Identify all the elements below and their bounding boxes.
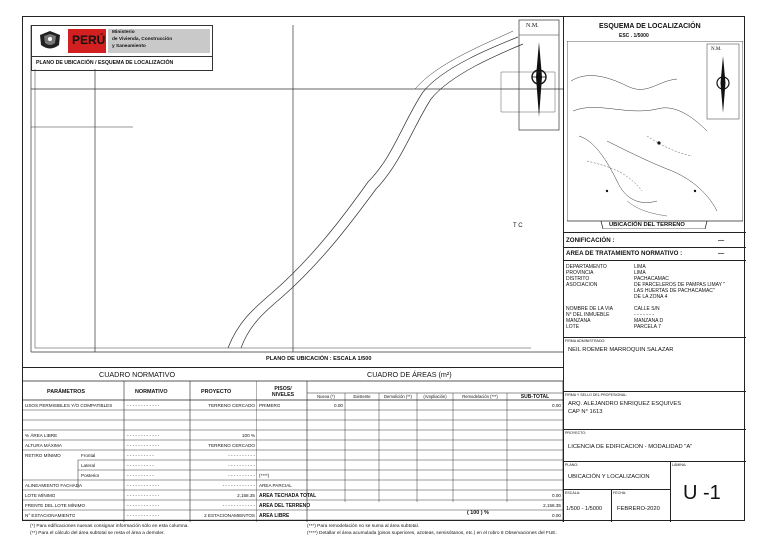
cap-number: CAP N° 1613 [568, 409, 603, 415]
project-value: - - - - - - - - - - [228, 473, 255, 478]
info-key: N° DEL INMUEBLE [566, 312, 610, 318]
normative-value: - - - - - - - - - - - - [127, 503, 160, 508]
normative-value: - - - - - - - - - - - - [127, 513, 160, 518]
areas-column-header: SUB-TOTAL [520, 393, 550, 400]
areas-column-header: Demolición (**) [384, 394, 412, 399]
schematic-scale: ESC . 1/5000 [619, 33, 649, 39]
date-value: FEBRERO-2020 [617, 506, 660, 512]
footnote-4: (****) Detallar el área acumulada (pisos superiores, azoteas, semisótanos, etc.) en el rubro 8 Observaciones del FUE. [307, 531, 557, 536]
info-value: PACHACAMAC [634, 276, 669, 282]
normative-subparameter: Frontal [81, 453, 96, 458]
normative-value: - - - - - - - - - - - - [127, 493, 160, 498]
property-info [566, 264, 744, 334]
project-value: TERRENO CERCADO [208, 403, 255, 408]
schematic-title: ESQUEMA DE LOCALIZACIÓN [599, 23, 701, 30]
sheet-number: U -1 [683, 482, 721, 504]
areas-column-header: (Ampliación) [423, 394, 447, 399]
project-value: - - - - - - - - - - - - [222, 483, 255, 488]
areas-row-label: PRIMERO [259, 403, 281, 408]
areas-new-value: 0.00 [334, 403, 343, 408]
areas-column-header: Existente [353, 394, 371, 399]
areas-subtotal-value: 0.00 [552, 513, 561, 518]
project-value: 2 ESTACIONAMIENTOS [204, 513, 255, 518]
info-value: LIMA [634, 264, 646, 270]
areas-column-header: Remodelación (***) [462, 394, 498, 399]
ministry-line-2: de Vivienda, Construcción [112, 37, 173, 42]
plan-scale-caption: PLANO DE UBICACIÓN : ESCALA 1/500 [266, 356, 372, 362]
info-value: LAS HUERTAS DE PACHACAMAC" [634, 288, 715, 294]
areas-row-label: AREA LIBRE [259, 513, 290, 519]
project-value: - - - - - - - - - - [228, 453, 255, 458]
peru-label: PERÚ [72, 33, 106, 47]
info-key: LOTE [566, 324, 580, 330]
project-name: LICENCIA DE EDIFICACION - MODALIDAD "A" [568, 444, 693, 450]
zoning-value: — [718, 237, 725, 244]
scale-label: ESCALA: [565, 491, 581, 495]
info-value: LIMA [634, 270, 646, 276]
areas-row-label: (****) [259, 473, 270, 478]
project-value: - - - - - - - - - - [228, 463, 255, 468]
sheet-label: LÁMINA: [672, 463, 687, 467]
areas-header-floors: PISOS/ NIVELES [271, 386, 295, 398]
areas-percentage: ( 100 ) % [467, 510, 489, 516]
areas-row-label: AREA TECHADA TOTAL [259, 493, 317, 499]
normative-subparameter: Lateral [81, 463, 96, 468]
normative-parameter: USOS PERMISIBLES Y/O COMPATIBLES [25, 403, 113, 408]
info-key: ASOCIACION [566, 282, 598, 288]
project-value: 2,158.35 [237, 493, 255, 498]
professional-label: FIRMA Y SELLO DEL PROFESIONAL: [565, 393, 628, 397]
project-value: - - - - - - - - - - - - [222, 503, 255, 508]
info-value: - - - - - - - [634, 312, 654, 318]
normative-value: - - - - - - - - - - [127, 453, 154, 458]
normative-header-project: PROYECTO [201, 389, 232, 395]
areas-row-label: AREA PARCIAL [259, 483, 292, 488]
normative-value: - - - - - - - - - - - - [127, 433, 160, 438]
ministry-line-1: Ministerio [112, 30, 135, 35]
schematic-caption: UBICACIÓN DEL TERRENO [609, 222, 685, 228]
areas-column-header: Nueva (*) [317, 394, 335, 399]
schematic-north-arrow-icon [717, 56, 729, 113]
footnote-3: (***) Para remodelación no se suma al área subtotal. [307, 524, 419, 529]
location-plan [23, 17, 563, 367]
info-key: NOMBRE DE LA VIA [566, 306, 613, 312]
areas-subtotal-value: 0.00 [552, 403, 561, 408]
areas-subtotal-value: 0.00 [552, 493, 561, 498]
normative-value: - - - - - - - - - - - - [127, 483, 160, 488]
normative-parameter: N° ESTACIONAMIENTO [25, 513, 76, 518]
map-tc-label: T C [513, 223, 523, 229]
drawing-sheet [22, 16, 745, 521]
date-label: FECHA: [613, 491, 627, 495]
admin-name: NEIL ROEMER MARROQUIN SALAZAR [568, 347, 674, 353]
plan-name: UBICACIÓN Y LOCALIZACION [568, 474, 650, 480]
info-value: DE LA ZONA 4 [634, 294, 668, 300]
normative-parameter: % ÁREA LIBRE [25, 433, 58, 438]
zoning-label: ZONIFICACIÓN : [566, 237, 615, 244]
info-value: MANZANA D [634, 318, 664, 324]
plan-label: PLANO: [565, 463, 579, 467]
normative-header-normative: NORMATIVO [135, 389, 168, 395]
treatment-area-value: — [718, 250, 725, 257]
treatment-area-label: AREA DE TRATAMIENTO NORMATIVO : [566, 250, 683, 257]
info-key: DEPARTAMENTO [566, 264, 607, 270]
normative-parameter: ALINEAMIENTO FACHADA [25, 483, 83, 488]
ministry-line-3: y Saneamiento [112, 44, 146, 49]
info-value: CALLE S/N [634, 306, 660, 312]
schematic-north-label: N.M. [711, 47, 722, 52]
info-key: PROVINCIA [566, 270, 594, 276]
normative-parameter: LOTE MÍNIMO [25, 493, 56, 498]
normative-header-parameters: PARÁMETROS [47, 389, 85, 395]
normative-value: - - - - - - - - - - - - [127, 403, 160, 408]
info-value: DE PARCELEROS DE PAMPAS LIMAY " [634, 282, 726, 288]
normative-value: - - - - - - - - - - [127, 463, 154, 468]
normative-value: - - - - - - - - - - - - [127, 443, 160, 448]
project-value: 100 % [241, 433, 255, 438]
normative-parameter: FRENTE DEL LOTE MÍNIMO [25, 503, 86, 508]
footnote-1: (*) Para edificaciones nuevas consignar información sólo en esta columna. [30, 524, 189, 529]
areas-title: CUADRO DE ÁREAS (m²) [367, 370, 452, 379]
admin-label: FIRMA ADMINISTRADO: [565, 339, 606, 343]
location-schematic [563, 17, 746, 232]
location-plan-drawing [23, 17, 563, 367]
schematic-drawing [567, 41, 743, 229]
normative-parameter: RETIRO MÍNIMO [25, 453, 61, 458]
normative-value: - - - - - - - - - - [127, 473, 154, 478]
project-value: TERRENO CERCADO [208, 443, 255, 448]
footnote-2: (**) Para el cálculo del área subtotal se resta el área a demoler. [30, 531, 165, 536]
info-value: PARCELA 7 [634, 324, 661, 330]
areas-row-label: AREA DEL TERRENO [259, 503, 311, 509]
scale-value: 1/500 - 1/5000 [566, 506, 603, 512]
header-subtitle: PLANO DE UBICACIÓN / ESQUEMA DE LOCALIZACIÓN [36, 60, 174, 66]
normative-subparameter: Posterior [81, 473, 100, 478]
north-arrow-icon [532, 42, 546, 117]
project-label: PROYECTO: [565, 431, 587, 435]
areas-subtotal-value: 2,158.35 [543, 503, 561, 508]
info-key: DISTRITO [566, 276, 590, 282]
normative-title: CUADRO NORMATIVO [99, 370, 176, 379]
info-key: MANZANA [566, 318, 591, 324]
normative-parameter: ALTURA MÁXIMA [25, 443, 62, 448]
areas-table [257, 367, 563, 522]
map-north-label: N.M. [526, 23, 539, 29]
normative-table [23, 367, 257, 522]
professional-name: ARQ. ALEJANDRO ENRIQUEZ ESQUIVES [568, 401, 682, 407]
